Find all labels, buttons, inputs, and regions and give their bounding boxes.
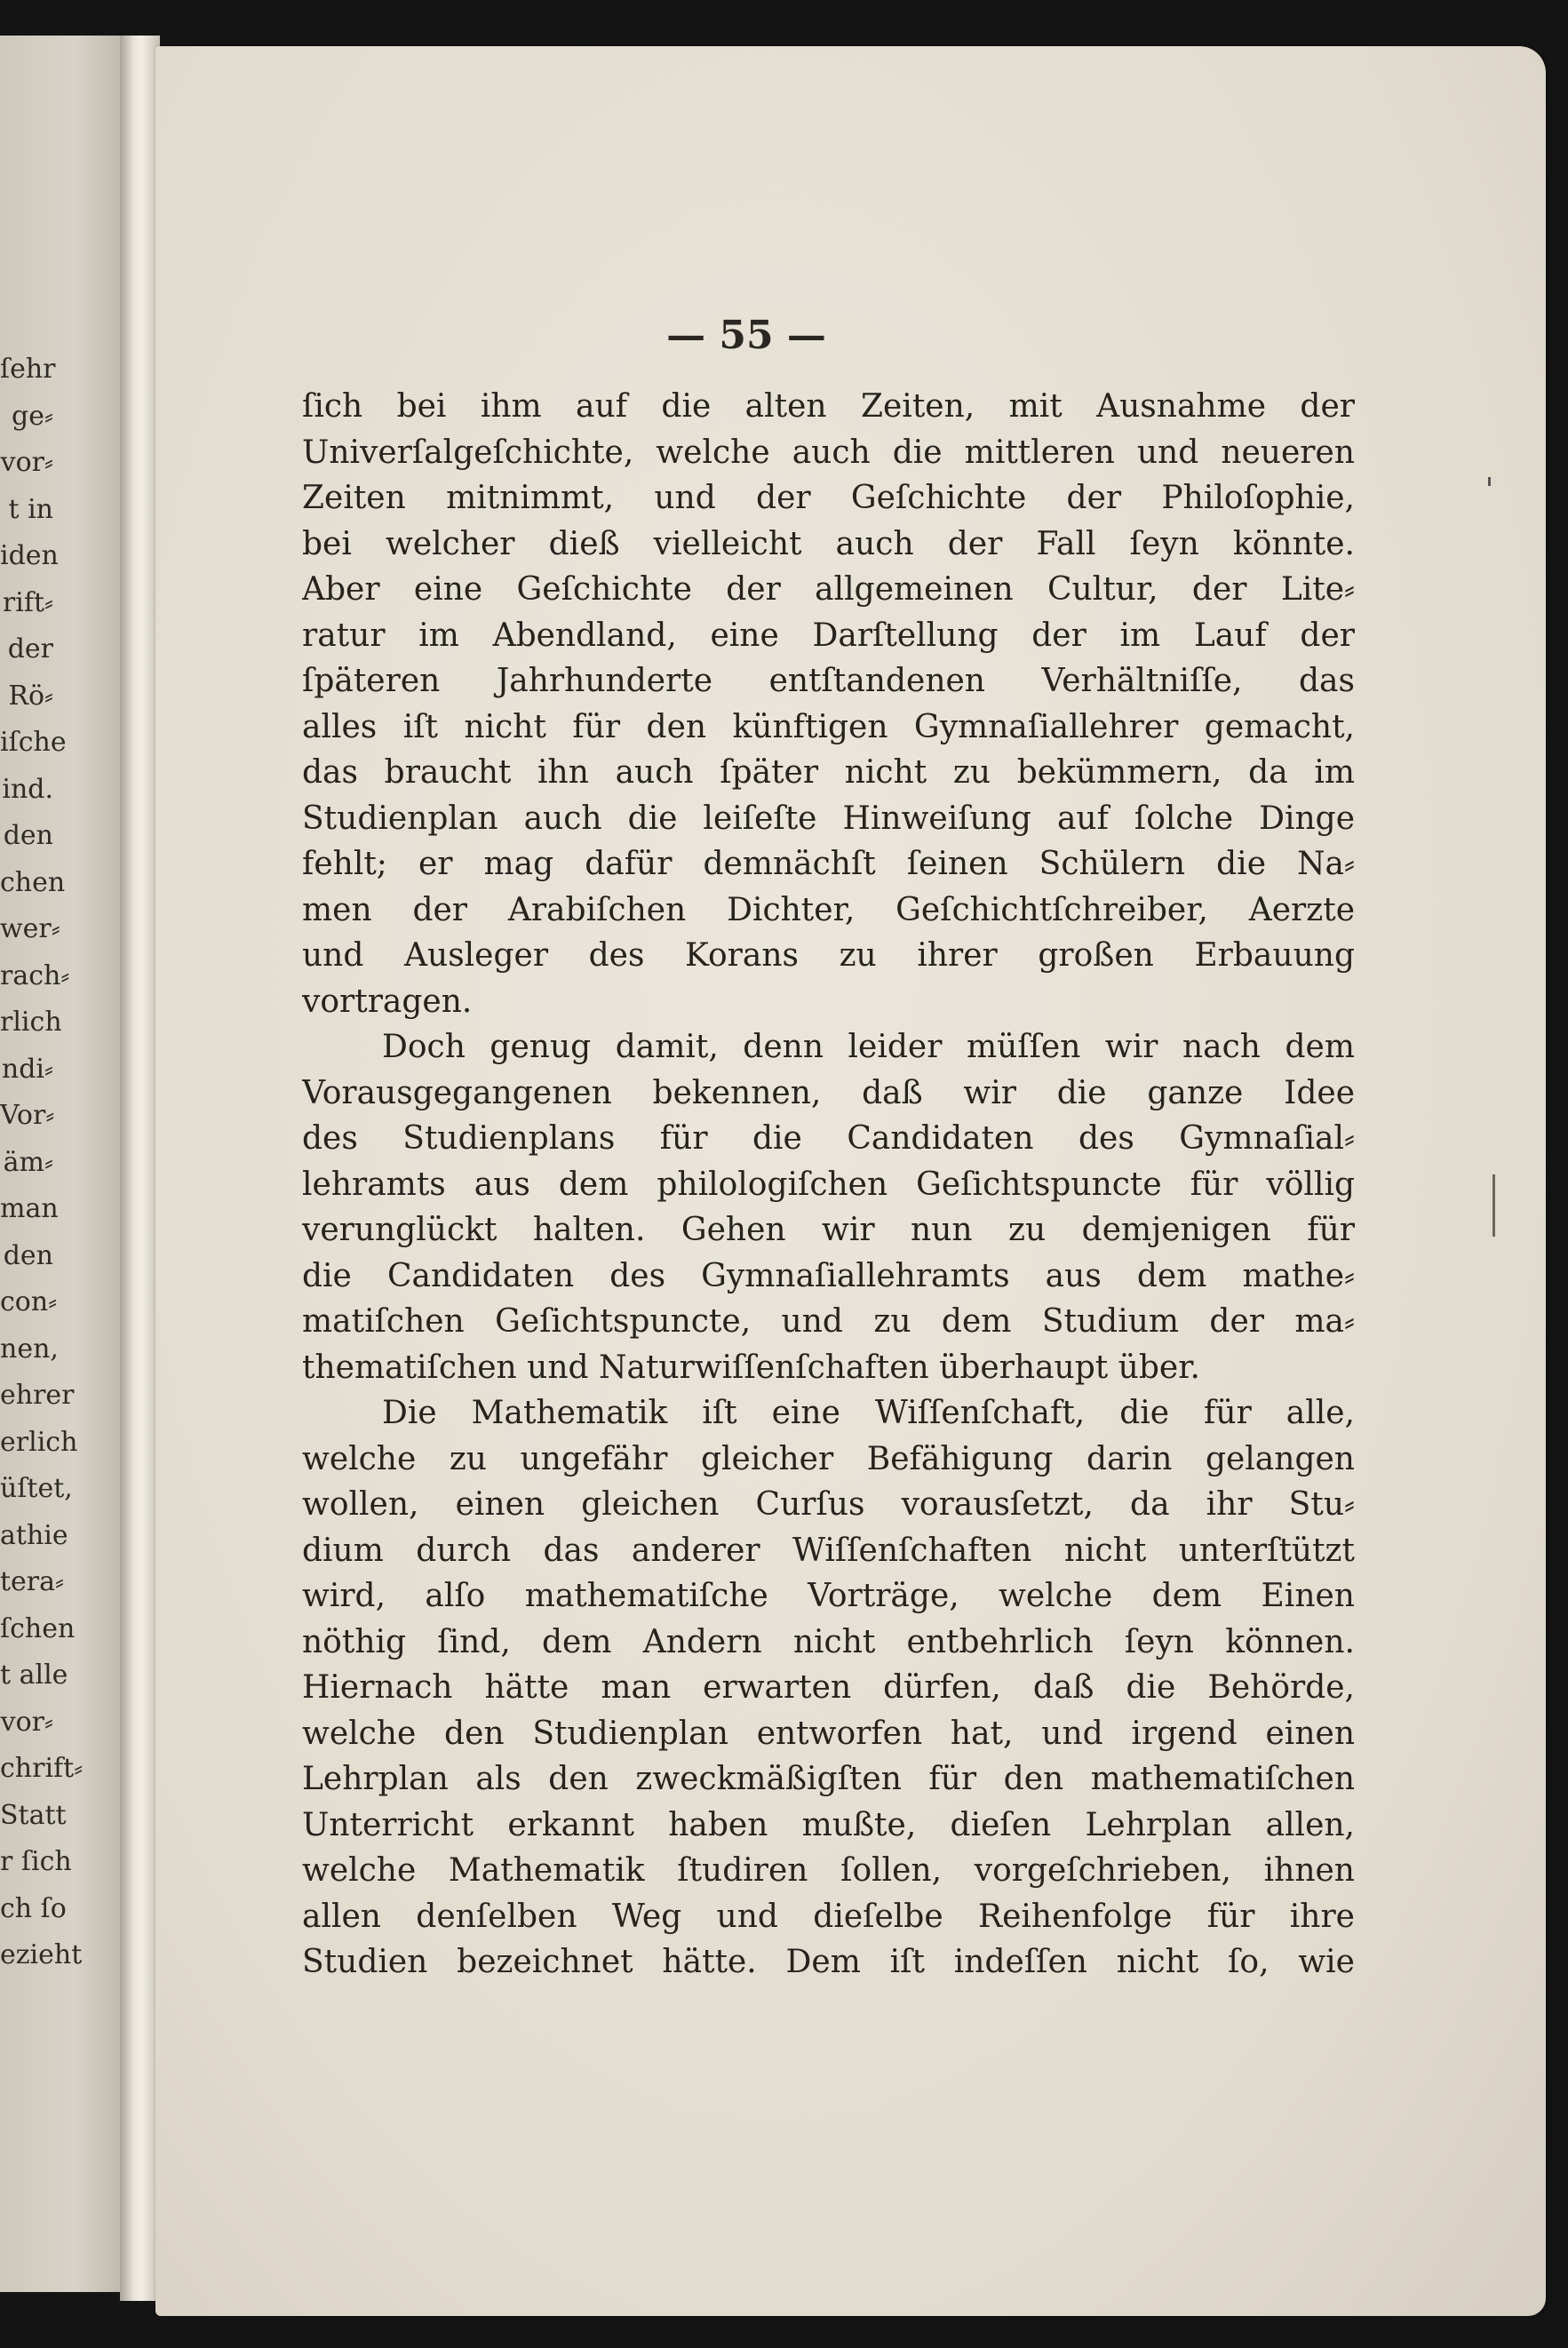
left-page-fragment: ezieht bbox=[0, 1939, 83, 1970]
left-page-fragment: rift⸗ bbox=[2, 586, 53, 618]
left-page-fragment: r ſich bbox=[0, 1846, 72, 1877]
text-line: Unterricht erkannt haben mußte, dieſen Lehrplan allen, bbox=[302, 1806, 1355, 1843]
text-line: Die Mathematik iſt eine Wiſſenſchaft, die für alle, bbox=[382, 1395, 1355, 1431]
text-line: Aber eine Geſchichte der allgemeinen Cultur, der Lite⸗ bbox=[302, 571, 1355, 608]
left-page-fragment: nen, bbox=[0, 1333, 59, 1365]
body-text bbox=[302, 384, 1355, 1986]
left-page-fragment: äm⸗ bbox=[3, 1146, 53, 1178]
left-page-fragment: iſche bbox=[0, 727, 67, 758]
text-line: wird, alſo mathematiſche Vorträge, welche dem Einen bbox=[302, 1578, 1355, 1614]
left-page-fragment: t in bbox=[8, 493, 53, 525]
left-page-fragment: chrift⸗ bbox=[0, 1753, 84, 1784]
text-line: das braucht ihn auch ſpäter nicht zu bekümmern, da im bbox=[302, 754, 1355, 791]
left-page-fragment: vor⸗ bbox=[0, 1706, 53, 1738]
left-page-fragment: Vor⸗ bbox=[0, 1100, 55, 1131]
text-line: thematiſchen und Naturwiſſenſchaften überhaupt über. bbox=[302, 1349, 1200, 1386]
left-page-fragment: vor⸗ bbox=[0, 447, 53, 478]
left-page-text bbox=[0, 346, 124, 1979]
text-line: allen denſelben Weg und dieſelbe Reihenfolge für ihre bbox=[302, 1898, 1355, 1935]
text-line: vortragen. bbox=[302, 983, 473, 1020]
left-page-fragment: ſchen bbox=[0, 1612, 76, 1644]
left-page-fragment: Rö⸗ bbox=[8, 680, 53, 712]
text-line: dium durch das anderer Wiſſenſchaften nicht unterſtützt bbox=[302, 1532, 1355, 1569]
paper-mark bbox=[1492, 1174, 1495, 1237]
text-line: Univerſalgeſchichte, welche auch die mittleren und neueren bbox=[302, 434, 1355, 471]
left-page-fragment: ind. bbox=[2, 773, 53, 805]
text-line: die Candidaten des Gymnaſiallehramts aus dem mathe⸗ bbox=[302, 1257, 1355, 1294]
left-page-fragment: ſehr bbox=[0, 354, 56, 385]
left-page-fragment: ge⸗ bbox=[12, 400, 53, 432]
text-line: men der Arabiſchen Dichter, Geſchichtſchreiber, Aerzte bbox=[302, 891, 1355, 928]
left-page-fragment: ndi⸗ bbox=[1, 1053, 53, 1085]
left-page-fragment: ehrer bbox=[0, 1380, 75, 1411]
text-line: nöthig ſind, dem Andern nicht entbehrlich ſeyn können. bbox=[302, 1623, 1355, 1660]
paper-speck bbox=[1488, 477, 1491, 486]
text-line: des Studienplans für die Candidaten des Gymnaſial⸗ bbox=[302, 1120, 1355, 1157]
text-line: lehramts aus dem philologiſchen Geſichtspuncte für völlig bbox=[302, 1166, 1355, 1203]
text-line: ratur im Abendland, eine Darſtellung der im Lauf der bbox=[302, 617, 1355, 654]
left-page-fragment: rlich bbox=[0, 1007, 62, 1038]
page-number: — 55 — bbox=[666, 313, 826, 358]
left-page-fragment: wer⸗ bbox=[0, 913, 60, 944]
text-line: welche zu ungefähr gleicher Befähigung darin gelangen bbox=[302, 1440, 1355, 1477]
text-line: bei welcher dieß vielleicht auch der Fall ſeyn könnte. bbox=[302, 525, 1355, 562]
left-page-fragment: man bbox=[0, 1193, 59, 1224]
text-line: fehlt; er mag dafür demnächſt ſeinen Schülern die Na⸗ bbox=[302, 846, 1355, 882]
text-line: Doch genug damit, denn leider müſſen wir nach dem bbox=[382, 1029, 1355, 1065]
left-page-fragment: tera⸗ bbox=[0, 1566, 65, 1597]
text-line: Lehrplan als den zweckmäßigſten für den mathematiſchen bbox=[302, 1761, 1355, 1797]
left-page-fragment: den bbox=[3, 820, 53, 851]
left-page-fragment: chen bbox=[0, 866, 66, 898]
left-page-fragment: den bbox=[3, 1239, 53, 1271]
left-page-fragment: athie bbox=[0, 1519, 68, 1551]
left-page-fragment: con⸗ bbox=[0, 1286, 58, 1317]
text-line: Studien bezeichnet hätte. Dem iſt indeſſen nicht ſo, wie bbox=[302, 1944, 1355, 1980]
right-page bbox=[155, 46, 1546, 2316]
text-line: matiſchen Geſichtspuncte, und zu dem Studium der ma⸗ bbox=[302, 1303, 1355, 1340]
left-page-fragment: der bbox=[7, 633, 53, 665]
left-page-fragment: iden bbox=[0, 540, 59, 571]
text-line: Vorausgegangenen bekennen, daß wir die ganze Idee bbox=[302, 1074, 1355, 1111]
left-page-fragment: erlich bbox=[0, 1426, 78, 1458]
text-line: wollen, einen gleichen Curſus vorausſetzt, da ihr Stu⸗ bbox=[302, 1486, 1355, 1523]
left-page-fragment: üſtet, bbox=[0, 1473, 73, 1504]
text-line: und Ausleger des Korans zu ihrer großen Erbauung bbox=[302, 937, 1355, 974]
left-page-fragment: rach⸗ bbox=[0, 959, 70, 991]
text-line: verunglückt halten. Gehen wir nun zu demjenigen für bbox=[302, 1212, 1355, 1248]
text-line: Hiernach hätte man erwarten dürfen, daß die Behörde, bbox=[302, 1669, 1355, 1706]
text-line: welche den Studienplan entworfen hat, und irgend einen bbox=[302, 1715, 1355, 1752]
text-line: Zeiten mitnimmt, und der Geſchichte der Philoſophie, bbox=[302, 480, 1355, 516]
left-page-fragment: Statt bbox=[0, 1799, 67, 1831]
text-line: ſich bei ihm auf die alten Zeiten, mit Ausnahme der bbox=[302, 388, 1355, 425]
left-page bbox=[0, 36, 124, 2292]
left-page-fragment: t alle bbox=[0, 1660, 68, 1691]
text-line: welche Mathematik ſtudiren ſollen, vorgeſchrieben, ihnen bbox=[302, 1852, 1355, 1889]
text-line: ſpäteren Jahrhunderte entſtandenen Verhältniſſe, das bbox=[302, 663, 1355, 699]
left-page-fragment: ch ſo bbox=[0, 1892, 67, 1924]
text-line: Studienplan auch die leiſeſte Hinweiſung auf ſolche Dinge bbox=[302, 800, 1355, 837]
text-line: alles iſt nicht für den künftigen Gymnaſiallehrer gemacht, bbox=[302, 708, 1355, 745]
book-gutter bbox=[120, 36, 160, 2301]
